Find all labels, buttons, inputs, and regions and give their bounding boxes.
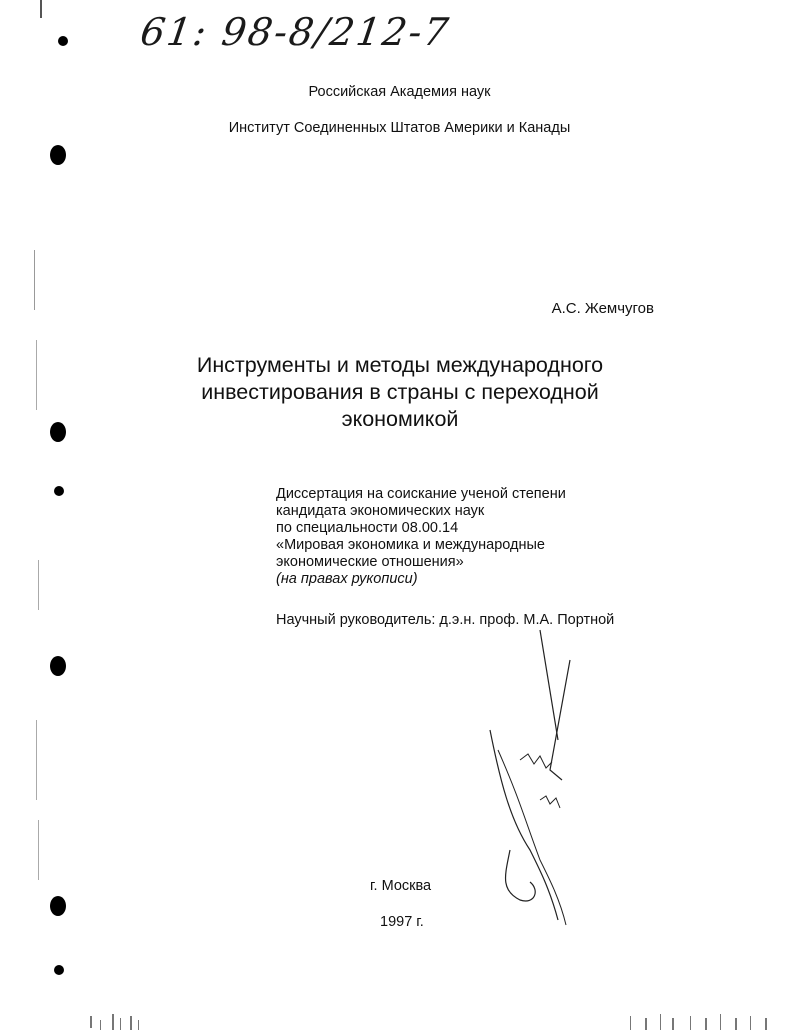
binder-hole bbox=[50, 896, 66, 916]
info-line: кандидата экономических наук bbox=[276, 503, 485, 519]
dissertation-title bbox=[150, 352, 650, 433]
supervisor: Научный руководитель: д.э.н. проф. М.А. Портной bbox=[276, 612, 615, 628]
binder-hole bbox=[54, 486, 64, 496]
academy-name: Российская Академия наук bbox=[308, 84, 491, 100]
binder-hole bbox=[50, 422, 66, 442]
binder-hole bbox=[50, 145, 66, 165]
info-line: «Мировая экономика и международные bbox=[276, 537, 545, 553]
title-line: экономикой bbox=[341, 407, 459, 431]
year: 1997 г. bbox=[380, 914, 424, 930]
info-line: экономические отношения» bbox=[276, 554, 464, 570]
author-name: А.С. Жемчугов bbox=[551, 300, 654, 317]
title-line: Инструменты и методы международного bbox=[196, 353, 604, 377]
manuscript-note: (на правах рукописи) bbox=[276, 571, 418, 587]
dissertation-info bbox=[276, 486, 636, 588]
institute-name: Институт Соединенных Штатов Америки и Канады bbox=[228, 120, 571, 136]
archive-mark: 61: 98-8/212-7 bbox=[137, 10, 453, 54]
binder-hole bbox=[58, 36, 68, 46]
binder-hole bbox=[50, 656, 66, 676]
signature bbox=[480, 620, 600, 940]
binder-hole bbox=[54, 965, 64, 975]
title-line: инвестирования в страны с переходной bbox=[201, 380, 599, 404]
city: г. Москва bbox=[370, 878, 432, 894]
info-line: Диссертация на соискание ученой степени bbox=[276, 486, 566, 502]
info-line: по специальности 08.00.14 bbox=[276, 520, 459, 536]
